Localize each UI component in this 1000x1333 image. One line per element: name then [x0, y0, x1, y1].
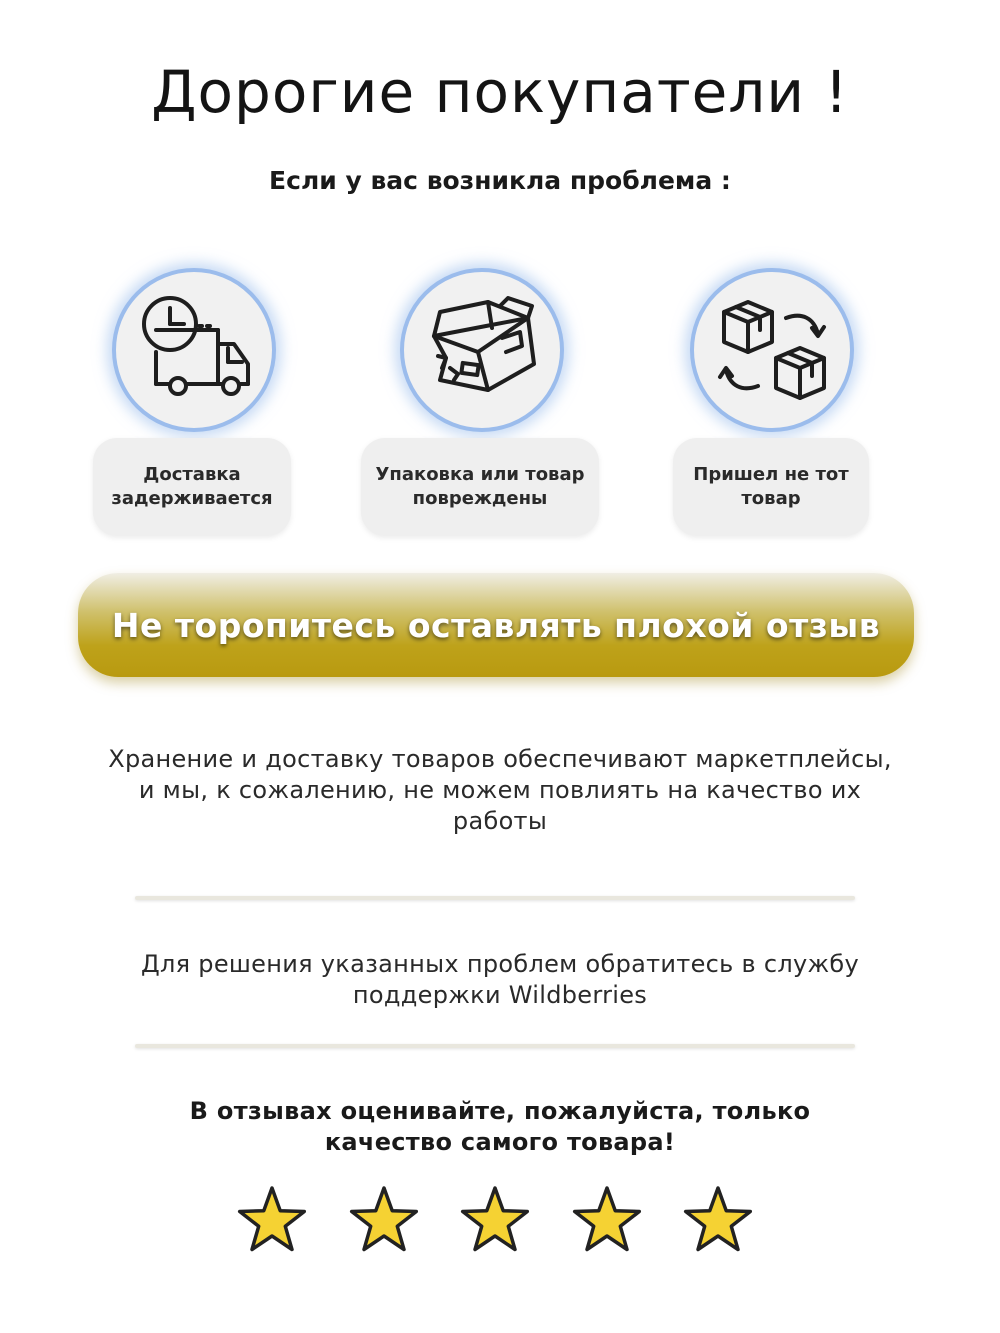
review-request: В отзывах оценивайте, пожалуйста, только качество самого товара!: [189, 1097, 811, 1156]
star-icon: [346, 1182, 422, 1258]
damaged-box-icon: [404, 272, 560, 428]
divider: [135, 896, 855, 900]
delivery-icon-circle: [112, 268, 276, 432]
star-icon: [457, 1182, 533, 1258]
warning-banner: [78, 573, 914, 677]
page-subtitle: Если у вас возникла проблема :: [269, 166, 731, 195]
problem-label: Упаковка или товар повреждены: [375, 464, 585, 509]
star-icon: [234, 1182, 310, 1258]
problem-card-delivery: [93, 438, 291, 536]
marketplace-note: Хранение и доставку товаров обеспечивают маркетплейсы, и мы, к сожалению, не можем повлиять на качество их работы: [108, 745, 892, 835]
page-title: Дорогие покупатели !: [151, 58, 849, 126]
delivery-truck-clock-icon: [116, 272, 272, 428]
problem-card-wrong-item: [673, 438, 869, 536]
divider: [135, 1044, 855, 1048]
box-exchange-icon: [694, 272, 850, 428]
exchange-icon-circle: [690, 268, 854, 432]
star-icon: [569, 1182, 645, 1258]
problem-card-damage: [361, 438, 599, 536]
damage-icon-circle: [400, 268, 564, 432]
problem-label: Доставка задерживается: [111, 464, 273, 509]
star-icon: [680, 1182, 756, 1258]
support-note: Для решения указанных проблем обратитесь в службу поддержки Wildberries: [140, 950, 860, 1009]
problem-label: Пришел не тот товар: [693, 464, 849, 509]
banner-text: Не торопитесь оставлять плохой отзыв: [111, 605, 881, 645]
